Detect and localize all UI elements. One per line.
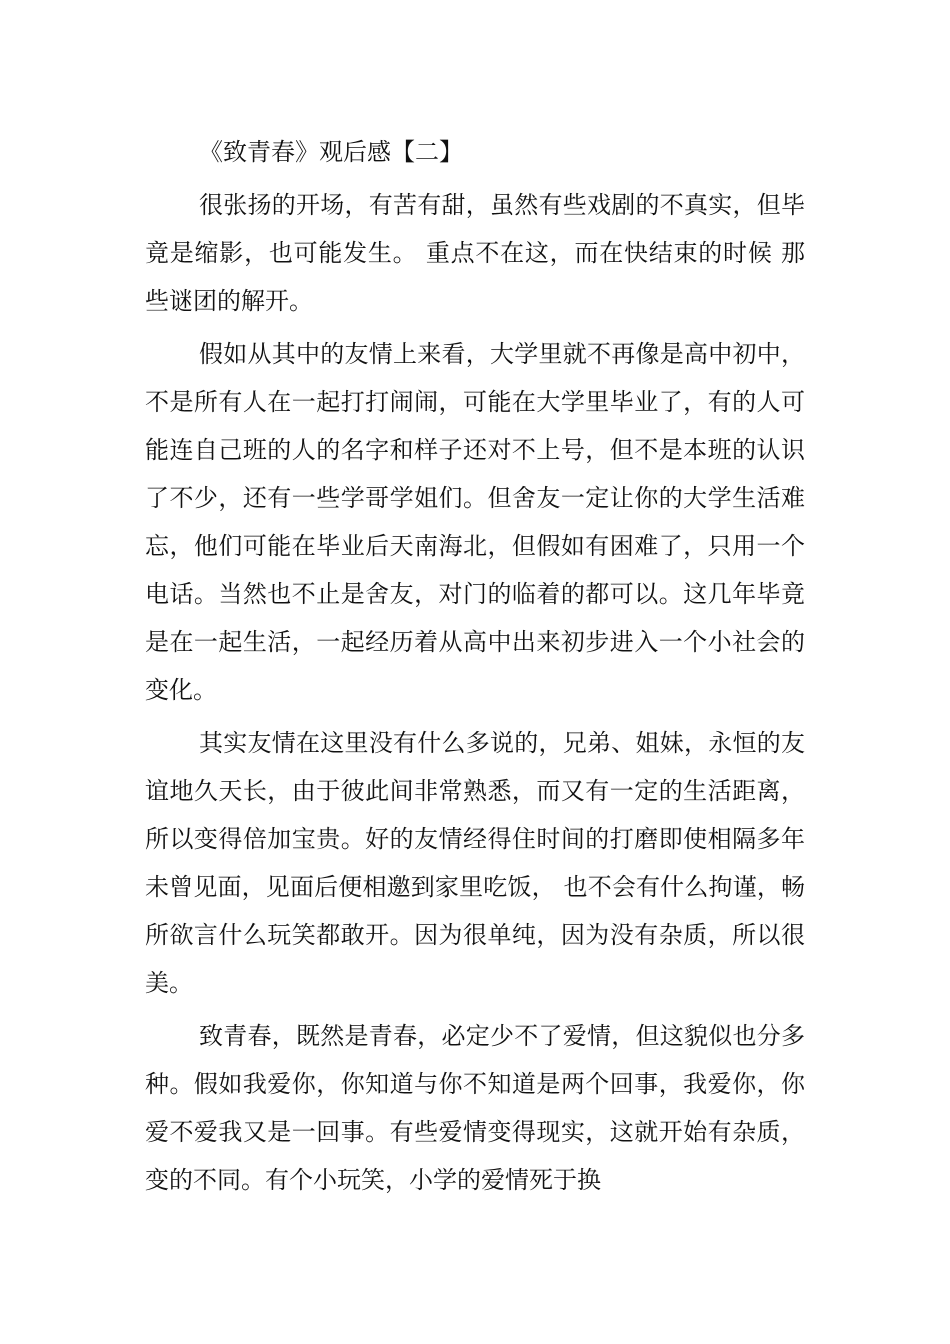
paragraph-opening: 很张扬的开场，有苦有甜，虽然有些戏剧的不真实，但毕竟是缩影，也可能发生。 重点不在这，而在快结束的时候 那些谜团的解开。 <box>145 191 805 315</box>
document-body <box>145 128 805 1204</box>
paragraph-love: 致青春，既然是青春，必定少不了爱情，但这貌似也分多种。假如我爱你，你知道与你不知道是两个回事，我爱你，你爱不爱我又是一回事。有些爱情变得现实，这就开始有杂质，变的不同。有个小玩笑，小学的爱情死于换 <box>145 1022 805 1194</box>
document-title: 《致青春》观后感【二】 <box>199 138 463 166</box>
paragraph-friendship-college: 假如从其中的友情上来看，大学里就不再像是高中初中，不是所有人在一起打打闹闹，可能在大学里毕业了，有的人可能连自己班的人的名字和样子还对不上号，但不是本班的认识了不少，还有一些学哥学姐们。但舍友一定让你的大学生活难忘，他们可能在毕业后天南海北，但假如有困难了，只用一个电话。当然也不止是舍友，对门的临着的都可以。这几年毕竟是在一起生活，一起经历着从高中出来初步进入一个小社会的变化。 <box>145 340 805 704</box>
paragraph-friendship-value: 其实友情在这里没有什么多说的，兄弟、姐妹，永恒的友谊地久天长，由于彼此间非常熟悉，而又有一定的生活距离，所以变得倍加宝贵。好的友情经得住时间的打磨即使相隔多年未曾见面，见面后便相邀到家里吃饭， 也不会有什么拘谨，畅所欲言什么玩笑都敢开。因为很单纯，因为没有杂质，所以很美。 <box>145 729 805 997</box>
